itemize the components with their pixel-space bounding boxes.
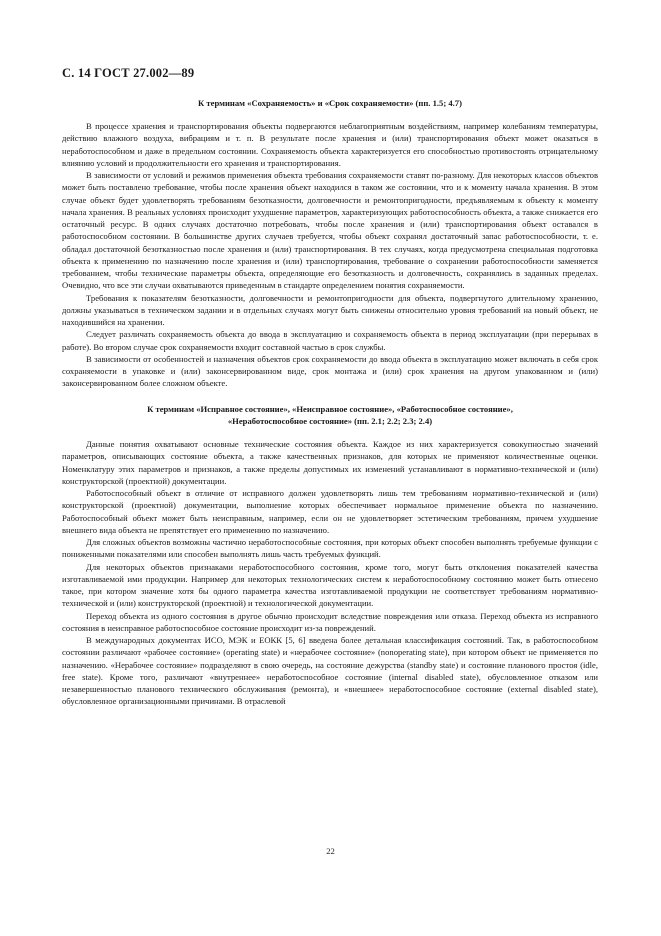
paragraph: В процессе хранения и транспортирования объекты подвергаются неблагоприятным воздействиям, например колебаниям температуры, действию влажного воздуха, вибрациям и т. п. В результате после хранения и (или) транспортирования объект может оказаться в неработоспособном и даже в предельном состоянии. Сохраняемость объекта характеризуется его способностью противостоять отрицательному влиянию условий и продолжительности его хранения и транспортирования. — [62, 121, 598, 168]
paragraph: Требования к показателям безотказности, долговечности и ремонтопригодности для объекта, подвергнутого длительному хранению, должны указываться в техническом задании и в отдельных случаях могут быть снижены относительно уровня требований на новый объект, не находившийся на хранении. — [62, 292, 598, 328]
section-heading-line: К терминам «Исправное состояние», «Неисправное состояние», «Работоспособное состояние», — [147, 403, 513, 414]
paragraph: Следует различать сохраняемость объекта до ввода в эксплуатацию и сохраняемость объекта в период эксплуатации (при перерывах в работе). Во втором случае срок сохраняемости входит составной частью в срок службы. — [62, 329, 598, 352]
paragraph: Работоспособный объект в отличие от исправного должен удовлетворять лишь тем требованиям нормативно-технической и (или) конструкторской (проектной) документации, выполнение которых обеспечивает нормальное применение объекта по назначению. Работоспособный объект может быть неисправным, например, если он не удовлетворяет эстетическим требованиям, причем ухудшение внешнего вида объекта не препятствует его применению по назначению. — [62, 488, 598, 535]
paragraph: В международных документах ИСО, МЭК и ЕОКК [5, 6] введена более детальная классификация состояний. Так, в работоспособном состоянии различают «рабочее состояние» (operating state) и «нерабочее состояние» (nonoperating state), при котором объект не применяется по назначению. «Нерабочее состояние» подразделяют в свою очередь, на состояние дежурства (standby state) и состояние планового простоя (idle, free state). Кроме того, различают «внутреннее» неработоспособное состояние (internal disabled state), обусловленное отказом или незавершенностью планового технического обслуживания (ремонта), и «внешнее» неработоспособное состояние (external disabled state), обусловленное организационными причинами. В отраслевой — [62, 635, 598, 707]
running-header: С. 14 ГОСТ 27.002—89 — [62, 66, 195, 80]
section-heading-states — [62, 403, 598, 427]
paragraph: Для сложных объектов возможны частично неработоспособные состояния, при которых объект способен выполнять требуемые функции с пониженными показателями или способен выполнять лишь часть требуемых функций. — [62, 537, 598, 560]
paragraph: Данные понятия охватывают основные технические состояния объекта. Каждое из них характеризуется совокупностью значений параметров, описывающих состояние объекта, а также качественных признаков, для которых не применяют количественные оценки. Номенклатуру этих параметров и признаков, а также пределы допустимых их изменений устанавливают в нормативно-технической и (или) конструкторской (проектной) документации. — [62, 439, 598, 486]
section-heading-storability: К терминам «Сохраняемость» и «Срок сохраняемости» (пп. 1.5; 4.7) — [198, 98, 462, 108]
paragraph: Для некоторых объектов признаками неработоспособного состояния, кроме того, могут быть отклонения показателей качества изготавливаемой ими продукции. Например для некоторых технологических систем к неработоспособному состоянию может быть отнесено такое, при котором значение хотя бы одного параметра качества изготавливаемой продукции не соответствует требованиям нормативно-технической и (или) конструкторской (проектной) и технологической документации. — [62, 561, 598, 609]
page-content — [62, 97, 598, 708]
paragraph: Переход объекта из одного состояния в другое обычно происходит вследствие повреждения или отказа. Переход объекта из исправного состояния в неисправное работоспособное состояние происходит из-за повреждений. — [62, 610, 598, 633]
paragraph: В зависимости от особенностей и назначения объектов срок сохраняемости до ввода объекта в эксплуатацию может включать в себя срок сохраняемости в упаковке и (или) законсервированном виде, срок монтажа и (или) срок хранения на другом упакованном и (или) законсервированном более сложном объекте. — [62, 353, 598, 389]
page-number: 22 — [326, 846, 335, 856]
section-heading-line: «Неработоспособное состояние» (пп. 2.1; 2.2; 2.3; 2.4) — [227, 415, 433, 426]
paragraph: В зависимости от условий и режимов применения объекта требования сохраняемости ставят по-разному. Для некоторых классов объектов может быть поставлено требование, чтобы после хранения объект находился в таком же состоянии, что и к моменту начала хранения. В этом случае объект будет удовлетворять требованиям безотказности, долговечности и ремонтопригодности, предъявляемым к объекту к моменту начала хранения. В реальных условиях происходит ухудшение параметров, характеризующих работоспособность объекта, а также снижается его остаточный ресурс. В одних случаях достаточно потребовать, чтобы после хранения и (или) транспортирования объект оставался в работоспособном состоянии. В большинстве других случаев требуется, чтобы объект сохранял достаточный запас работоспособности, т. е. обладал достаточной безотказностью после хранения и (или) транспортирования. В тех случаях, когда предусмотрена специальная подготовка объекта к применению по назначению после хранения и (или) транспортирования, требование о сохранении работоспособности заменяется требованием, чтобы технические параметры объекта, определяющие его безотказность и долговечность, сохранялись в заданных пределах. Очевидно, что все эти случаи охватываются приведенным в стандарте определением понятия сохраняемости. — [62, 170, 598, 291]
